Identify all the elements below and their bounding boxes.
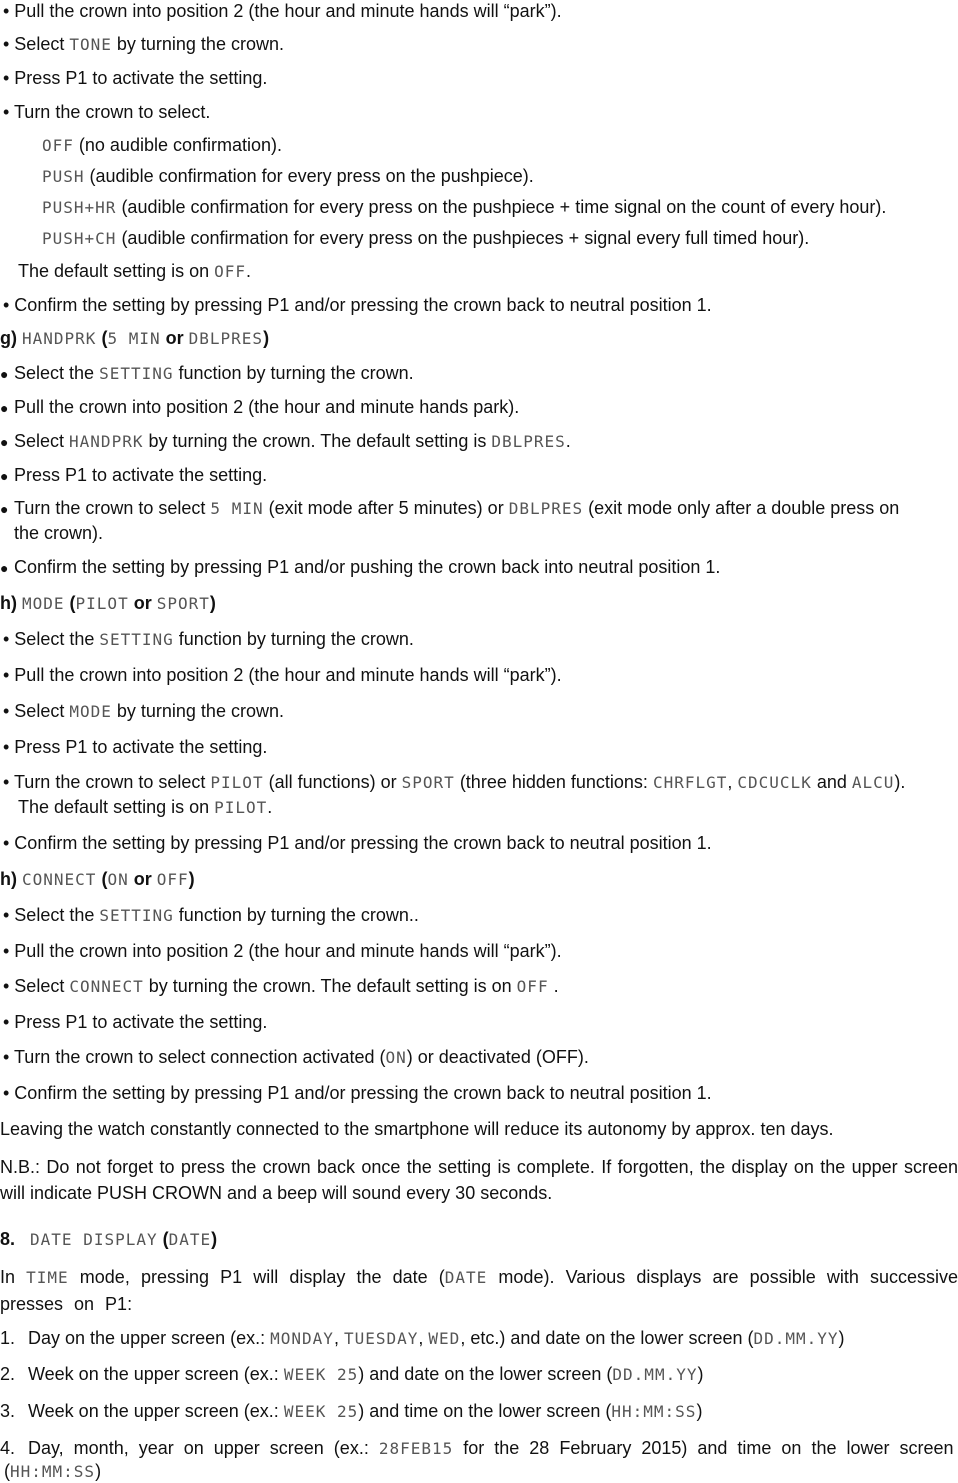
text-run: Confirm the setting by pressing P1 and/or pushing the crown back into neutral position 1. xyxy=(14,557,721,577)
lcd-label: PILOT xyxy=(210,773,264,792)
text-run: (all functions) or xyxy=(263,772,402,792)
text-line xyxy=(3,904,958,927)
text-run: • Select the xyxy=(3,905,100,925)
bullet-dot-icon: ● xyxy=(0,400,9,416)
text-run: , xyxy=(727,772,738,792)
paren-close: ) xyxy=(95,1461,102,1481)
text-run: Select xyxy=(14,431,70,451)
text-line xyxy=(0,464,958,487)
text-run: • Confirm the setting by pressing P1 and/or pressing the crown back to neutral position 1. xyxy=(3,295,712,315)
text-line xyxy=(18,260,958,283)
text-run: ) and date on the lower screen ( xyxy=(358,1364,613,1384)
text-run: • Turn the crown to select. xyxy=(3,102,211,122)
text-run: • Press P1 to activate the setting. xyxy=(3,1012,268,1032)
lcd-label: DBLPRES xyxy=(491,432,566,451)
text-line xyxy=(0,522,958,544)
text-run: Turn the crown to select xyxy=(14,498,211,518)
bold-text: ) xyxy=(209,593,216,613)
bullet-dot-icon: ● xyxy=(0,366,9,382)
lcd-label: OFF xyxy=(156,870,189,889)
lcd-label: OFF xyxy=(516,977,549,996)
lcd-label: PILOT xyxy=(75,594,129,613)
bullet-dot-icon: ● xyxy=(0,468,9,484)
text-run: by turning the crown. xyxy=(111,34,284,54)
bold-text: ( xyxy=(96,869,108,889)
lcd-label: SETTING xyxy=(99,364,174,383)
lcd-label: DATE DISPLAY xyxy=(30,1230,158,1249)
lcd-label: CHRFLGT xyxy=(652,773,728,792)
nb-paragraph: N.B.: Do not forget to press the crown back once the setting is complete. If forgotten, the display on the upper screen will indicate PUSH CROWN and a beep will sound every 30 seconds. xyxy=(0,1157,958,1203)
text-run: • Turn the crown to select xyxy=(3,772,211,792)
bold-text: or xyxy=(160,328,189,348)
lcd-label: HH:MM:SS xyxy=(611,1402,697,1421)
lcd-label: 5 MIN xyxy=(210,499,264,518)
paren-close: ) xyxy=(211,1229,218,1249)
text-run: and xyxy=(811,772,852,792)
text-run: • Press P1 to activate the setting. xyxy=(3,737,268,757)
text-line xyxy=(3,1011,958,1033)
text-run: ) xyxy=(697,1364,704,1384)
lcd-label: MODE xyxy=(69,702,112,721)
text-run: the crown). xyxy=(14,523,104,543)
text-line xyxy=(3,1046,958,1069)
text-run: ) and time on the lower screen ( xyxy=(358,1401,612,1421)
numbered-item xyxy=(0,1400,958,1423)
bullet-dot-icon: ● xyxy=(0,560,9,576)
text-run: • Confirm the setting by pressing P1 and/or pressing the crown back to neutral position 1. xyxy=(3,833,712,853)
bold-text: g) xyxy=(0,328,22,348)
intro-text: mode). Various displays are possible with successive presses on P1: xyxy=(0,1267,958,1314)
text-run: . xyxy=(548,976,559,996)
text-run: (exit mode after 5 minutes) or xyxy=(263,498,509,518)
lcd-label: DATE xyxy=(444,1268,488,1287)
lcd-label: TIME xyxy=(26,1268,69,1287)
text-run: • Select xyxy=(3,976,70,996)
text-run: (audible confirmation for every press on the pushpiece). xyxy=(84,166,534,186)
text-run: , xyxy=(333,1328,344,1348)
lcd-label: WED xyxy=(428,1329,461,1348)
text-line xyxy=(3,628,958,651)
text-line xyxy=(3,33,958,56)
text-line xyxy=(3,700,958,723)
lcd-label: HANDPRK xyxy=(69,432,144,451)
text-run: Pull the crown into position 2 (the hour and minute hands park). xyxy=(14,397,520,417)
text-run: ) xyxy=(838,1328,845,1348)
bold-text: or xyxy=(128,593,157,613)
lcd-label: ALCU xyxy=(851,773,895,792)
text-run: Press P1 to activate the setting. xyxy=(14,465,268,485)
lcd-label: PUSH xyxy=(42,167,85,186)
text-run: . xyxy=(246,261,252,281)
text-run: (audible confirmation for every press on the pushpieces + signal every full timed hour). xyxy=(116,228,810,248)
text-run: (audible confirmation for every press on the pushpiece + time signal on the count of every hour). xyxy=(116,197,887,217)
text-line xyxy=(3,832,958,854)
text-line xyxy=(0,430,958,453)
lcd-label: PILOT xyxy=(214,798,268,817)
numbered-item-4 xyxy=(0,1437,958,1460)
text-line xyxy=(3,101,958,123)
lcd-label: CONNECT xyxy=(69,977,144,996)
text-run: , etc.) and date on the lower screen ( xyxy=(460,1328,754,1348)
lcd-label: DD.MM.YY xyxy=(612,1365,698,1384)
lcd-label: PUSH+CH xyxy=(42,229,117,248)
intro-text: mode, pressing P1 will display the date ( xyxy=(68,1267,445,1287)
lcd-label: WEEK 25 xyxy=(283,1365,359,1384)
text-line xyxy=(3,294,958,316)
text-line xyxy=(42,165,958,188)
text-run: Leaving the watch constantly connected to the smartphone will reduce its autonomy by approx. ten days. xyxy=(0,1119,834,1139)
item-number: 1. xyxy=(0,1328,16,1348)
intro-text: In xyxy=(0,1267,27,1287)
lcd-label: ON xyxy=(385,1048,407,1067)
text-run: (no audible confirmation). xyxy=(73,135,283,155)
lcd-label: MODE xyxy=(22,594,65,613)
text-line xyxy=(3,771,958,794)
bold-text: ( xyxy=(64,593,76,613)
bold-text: ( xyxy=(96,328,108,348)
lcd-label: CDCUCLK xyxy=(737,773,812,792)
text-line xyxy=(3,664,958,686)
paren-open: ( xyxy=(157,1229,169,1249)
text-run: Week on the upper screen (ex.: xyxy=(28,1364,284,1384)
lcd-label: DD.MM.YY xyxy=(753,1329,839,1348)
item-number: 2. xyxy=(0,1364,16,1384)
text-run: (exit mode only after a double press on xyxy=(583,498,900,518)
text-line xyxy=(0,396,958,419)
paren-open: ( xyxy=(4,1461,10,1481)
text-run: • Turn the crown to select connection activated ( xyxy=(3,1047,386,1067)
text-line xyxy=(0,868,958,891)
item-text: for the 28 February 2015) and time on the lower screen xyxy=(453,1438,954,1458)
text-run: Select the xyxy=(14,363,100,383)
lcd-label: PUSH+HR xyxy=(42,198,117,217)
text-line xyxy=(0,1118,958,1140)
text-run: ) or deactivated (OFF). xyxy=(406,1047,589,1067)
numbered-item xyxy=(0,1327,958,1350)
lcd-label: TONE xyxy=(69,35,112,54)
lcd-label: MONDAY xyxy=(270,1329,334,1348)
bold-text: or xyxy=(128,869,157,889)
text-run: • Pull the crown into position 2 (the hour and minute hands will “park”). xyxy=(3,941,562,961)
lcd-label: DBLPRES xyxy=(188,329,264,348)
lcd-label: OFF xyxy=(42,136,74,155)
text-line xyxy=(42,196,958,219)
item-number: 4. xyxy=(0,1438,16,1458)
text-run: function by turning the crown. xyxy=(173,629,414,649)
text-run: The default setting is on xyxy=(18,797,215,817)
text-run: function by turning the crown. xyxy=(173,363,414,383)
text-run: Day on the upper screen (ex.: xyxy=(28,1328,271,1348)
lcd-label: WEEK 25 xyxy=(283,1402,359,1421)
text-run: • Select xyxy=(3,701,70,721)
lcd-label: ON xyxy=(107,870,129,889)
text-run: • Pull the crown into position 2 (the hour and minute hands will “park”). xyxy=(3,665,562,685)
text-run: • Select xyxy=(3,34,70,54)
lcd-label: DBLPRES xyxy=(508,499,584,518)
text-line xyxy=(3,975,958,998)
bullet-dot-icon: ● xyxy=(0,434,9,450)
text-run: • Press P1 to activate the setting. xyxy=(3,68,268,88)
lcd-label: SPORT xyxy=(401,773,455,792)
lcd-label: HANDPRK xyxy=(22,329,97,348)
lcd-label: OFF xyxy=(214,262,247,281)
text-line xyxy=(0,497,958,520)
item-number: 3. xyxy=(0,1401,16,1421)
text-run: function by turning the crown.. xyxy=(173,905,419,925)
lcd-label: SETTING xyxy=(99,906,174,925)
text-run: by turning the crown. The default setting is on xyxy=(143,976,517,996)
text-run: (three hidden functions: xyxy=(454,772,653,792)
bullet-dot-icon: ● xyxy=(0,501,9,517)
bold-text: ) xyxy=(188,869,195,889)
text-run: • Select the xyxy=(3,629,100,649)
bold-text: h) xyxy=(0,869,22,889)
text-run: Week on the upper screen (ex.: xyxy=(28,1401,284,1421)
text-run: , xyxy=(418,1328,429,1348)
text-run: . xyxy=(565,431,571,451)
item-text: Day, month, year on upper screen (ex.: xyxy=(28,1438,379,1458)
lcd-label: SPORT xyxy=(156,594,210,613)
text-line xyxy=(3,67,958,89)
text-line xyxy=(0,556,958,579)
text-run: ). xyxy=(894,772,906,792)
text-line xyxy=(3,1082,958,1104)
text-run: by turning the crown. xyxy=(111,701,284,721)
lcd-label: 5 MIN xyxy=(107,329,161,348)
text-run: • Confirm the setting by pressing P1 and/or pressing the crown back to neutral position 1. xyxy=(3,1083,712,1103)
lcd-label: DATE xyxy=(168,1230,212,1249)
lcd-label: HH:MM:SS xyxy=(10,1462,96,1481)
lcd-label: CONNECT xyxy=(22,870,97,889)
text-run: . xyxy=(267,797,273,817)
text-line xyxy=(42,227,958,250)
text-line xyxy=(0,362,958,385)
text-run: by turning the crown. The default setting is xyxy=(143,431,492,451)
text-line xyxy=(42,134,958,157)
text-line xyxy=(3,940,958,962)
bold-text: h) xyxy=(0,593,22,613)
text-run: ) xyxy=(696,1401,703,1421)
text-line xyxy=(0,327,958,350)
intro-paragraph xyxy=(0,1264,958,1317)
text-run: The default setting is on xyxy=(18,261,215,281)
section-number: 8. xyxy=(0,1229,16,1249)
text-line xyxy=(3,0,958,22)
lcd-label: TUESDAY xyxy=(343,1329,419,1348)
lcd-label: SETTING xyxy=(99,630,174,649)
lcd-label: 28FEB15 xyxy=(378,1439,454,1458)
bold-text: ) xyxy=(263,328,270,348)
numbered-item xyxy=(0,1363,958,1386)
text-run: • Pull the crown into position 2 (the hour and minute hands will “park”). xyxy=(3,1,562,21)
text-line xyxy=(18,796,958,819)
section-8-heading xyxy=(0,1228,958,1251)
text-line xyxy=(3,736,958,758)
numbered-item-4-cont xyxy=(4,1460,958,1483)
text-line xyxy=(0,592,958,615)
